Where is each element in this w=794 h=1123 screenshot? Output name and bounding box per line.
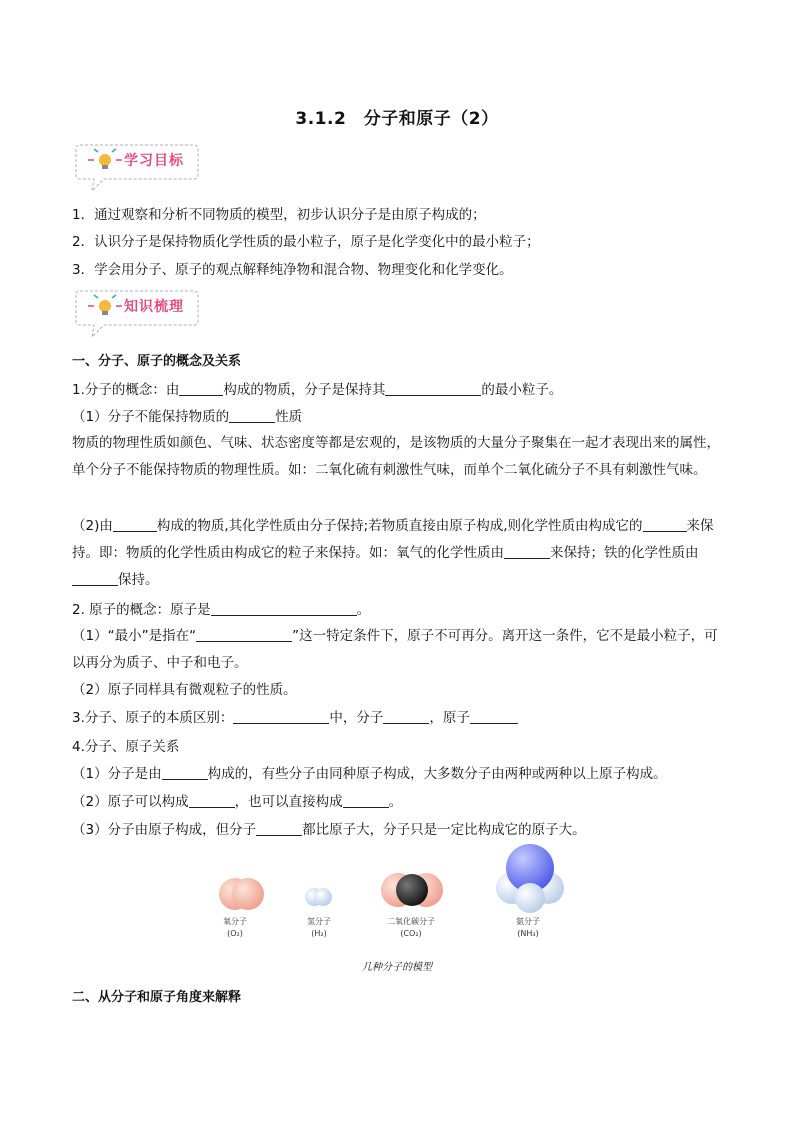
oxygen-molecule-model: [219, 878, 264, 910]
molecule-models-figure: [210, 842, 590, 914]
molecule-label-oxygen: 氧分子 (O₂): [223, 917, 247, 938]
relationship-point-3: （3）分子由原子构成，但分子 都比原子大，分子只是一定比构成它的原子大。: [72, 822, 586, 838]
badge-label: 知识梳理: [124, 299, 184, 315]
molecule-point-1: （1）分子不能保持物质的 性质: [72, 409, 303, 425]
section-heading-1: 一、分子、原子的概念及关系: [72, 354, 242, 369]
knowledge-badge: [74, 287, 200, 325]
badge-label: 学习目标: [124, 153, 184, 169]
carbon-dioxide-molecule-model: [381, 873, 443, 907]
relationship-point-1: （1）分子是由 构成的，有些分子由同种原子构成，大多数分子由两种或两种以上原子构成。: [72, 766, 667, 782]
hydrogen-molecule-model: [305, 888, 332, 906]
physical-property-text: 物质的物理性质如颜色、气味、状态密度等都是宏观的，是该物质的大量分子聚集在一起才表现出来的属性，单个分子不能保持物质的物理性质。如：二氧化硫有刺激性气味，而单个二氧化硫分子不具有刺激性气味。: [72, 435, 720, 478]
molecule-concept: 1.分子的概念：由 构成的物质，分子是保持其 的最小粒子。: [72, 382, 563, 398]
section-heading-2: 二、从分子和原子角度来解释: [72, 990, 242, 1005]
objective-3: 3．学会用分子、原子的观点解释纯净物和混合物、物理变化和化学变化。: [72, 262, 513, 278]
learning-goals-badge: [74, 141, 200, 179]
essential-difference: 3.分子、原子的本质区别： 中，分子 ，原子: [72, 708, 518, 728]
atom-point-2: （2）原子同样具有微观粒子的性质。: [72, 682, 297, 698]
atom-point-1: （1）“最小”是指在“ ”这一特定条件下，原子不可再分。离开这一条件，它不是最小粒子，可以再分为质子、中子和电子。: [72, 628, 718, 671]
atom-concept: 2. 原子的概念：原子是 。: [72, 602, 371, 618]
molecule-label-carbon-dioxide: 二氧化碳分子 (CO₂): [387, 917, 435, 938]
ammonia-molecule-model: [496, 844, 564, 913]
molecule-point-2: （2)由 构成的物质,其化学性质由分子保持;若物质直接由原子构成,则化学性质由构成它的 来保持。即：物质的化学性质由构成它的粒子来保持。如：氧气的化学性质由 来保持；铁的化学性质由保持。: [72, 518, 714, 588]
molecule-label-ammonia: 氨分子 (NH₃): [516, 917, 540, 938]
objective-2: 2．认识分子是保持物质化学性质的最小粒子，原子是化学变化中的最小粒子；: [72, 234, 540, 250]
molecule-label-hydrogen: 氢分子 (H₂): [307, 917, 331, 938]
page-title: 3.1.2 分子和原子（2）: [295, 109, 499, 129]
relationship-point-2: （2）原子可以构成 ，也可以直接构成 。: [72, 794, 403, 810]
objective-1: 1．通过观察和分析不同物质的模型，初步认识分子是由原子构成的；: [72, 207, 486, 223]
figure-caption: 几种分子的模型: [362, 962, 432, 973]
relationship-heading: 4.分子、原子关系: [72, 739, 180, 755]
